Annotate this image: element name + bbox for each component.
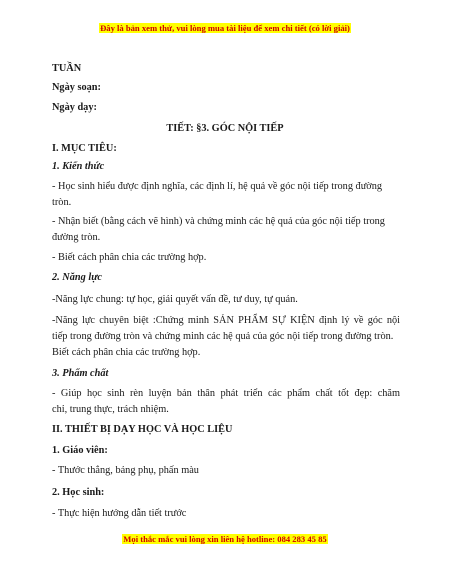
teacher-line: - Thước thẳng, bảng phụ, phấn màu	[52, 465, 199, 476]
equipment-heading: II. THIẾT BỊ DẠY HỌC VÀ HỌC LIỆU	[52, 424, 233, 435]
competence-line: -Năng lực chung: tự học, giải quyết vấn đề, tư duy, tự quản.	[52, 294, 298, 305]
student-heading: 2. Học sinh:	[52, 487, 105, 498]
quality-line: - Giúp học sinh rèn luyện bản thân phát triển các phẩm chất tốt đẹp: chăm	[52, 388, 400, 399]
competence-heading: 2. Năng lực	[52, 272, 102, 283]
teacher-heading: 1. Giáo viên:	[52, 445, 108, 456]
competence-line: -Năng lực chuyên biệt :Chứng minh SẢN PHẨM SỰ KIỆN định lý về góc nội	[52, 315, 400, 326]
hotline-banner-text: Mọi thắc mắc vui lòng xin liên hệ hotline: 084 283 45 85	[123, 534, 327, 544]
knowledge-line: - Nhận biết (bằng cách vẽ hình) và chứng minh các hệ quả của góc nội tiếp trong	[52, 216, 385, 227]
student-line: - Thực hiện hướng dẫn tiết trước	[52, 508, 187, 519]
prep-date-label: Ngày soạn:	[52, 82, 101, 93]
teach-date-label: Ngày dạy:	[52, 102, 97, 113]
quality-heading: 3. Phẩm chất	[52, 368, 109, 379]
week-label: TUẦN	[52, 63, 82, 74]
hotline-banner	[0, 534, 450, 544]
competence-line: Biết cách phân chia các trường hợp.	[52, 347, 201, 358]
objectives-heading: I. MỤC TIÊU:	[52, 143, 117, 154]
knowledge-line: - Biết cách phân chia các trường hợp.	[52, 252, 207, 263]
knowledge-line: tròn.	[52, 197, 72, 208]
knowledge-line: đường tròn.	[52, 232, 101, 243]
knowledge-line: - Học sinh hiểu được định nghĩa, các định lí, hệ quả về góc nội tiếp trong đường	[52, 181, 383, 192]
quality-line: chỉ, trung thực, trách nhiệm.	[52, 404, 169, 415]
competence-line: tiếp trong đường tròn và chứng minh các hệ quả của góc nội tiếp trong đường tròn.	[52, 331, 394, 342]
knowledge-heading: 1. Kiến thức	[52, 161, 105, 172]
lesson-title: TIẾT: §3. GÓC NỘI TIẾP	[166, 123, 284, 134]
preview-banner	[0, 23, 450, 33]
preview-banner-text: Đây là bản xem thử, vui lòng mua tài liệu để xem chi tiết (có lời giải)	[100, 23, 350, 33]
